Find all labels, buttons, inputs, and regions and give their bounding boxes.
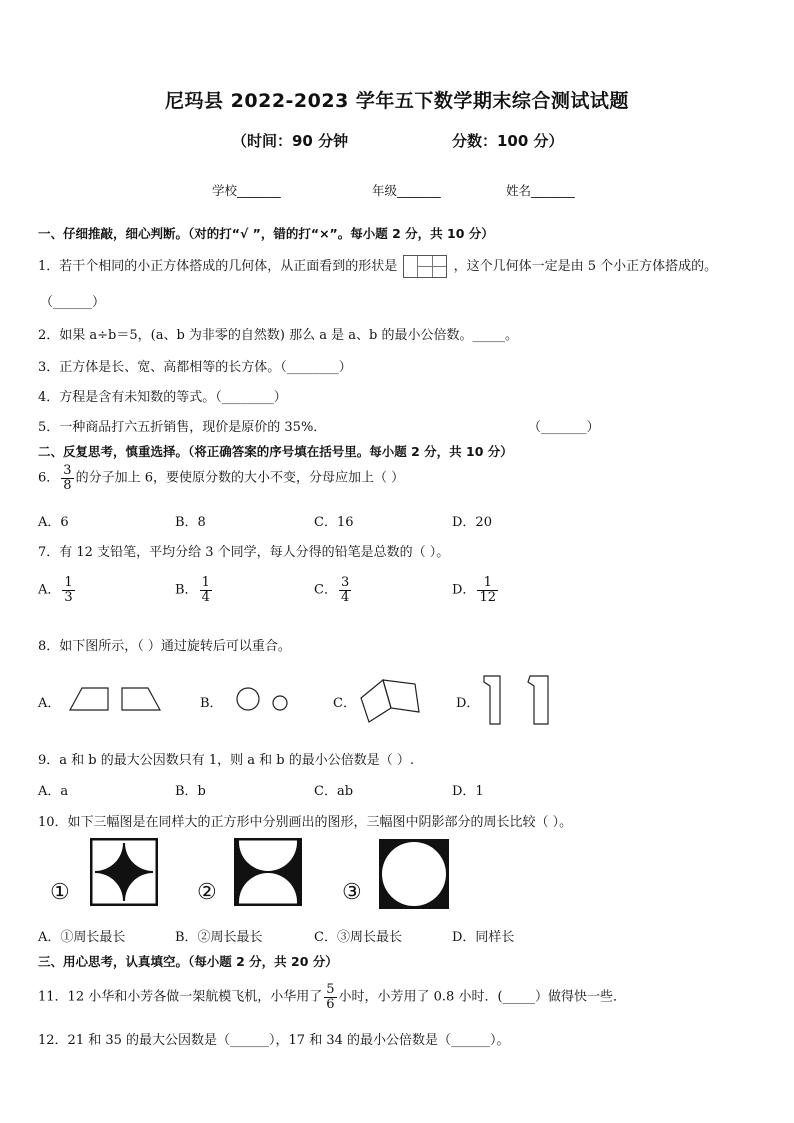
question-4: 4．方程是含有未知数的等式。（________） <box>38 390 287 405</box>
question-1-text-a: 1．若干个相同的小正方体搭成的几何体，从正面看到的形状是 <box>38 259 398 274</box>
q8-option-d[interactable]: D． <box>456 696 480 711</box>
question-7: 7．有 12 支铅笔，平均分给 3 个同学，每人分得的铅笔是总数的（ ）。 <box>38 545 450 560</box>
question-5: 5．一种商品打六五折销售，现价是原价的 35%． <box>38 420 327 435</box>
name-field: 姓名_______ <box>506 183 575 198</box>
question-1-text-b: ，这个几何体一定是由 5 个小正方体搭成的。 <box>453 259 718 274</box>
fraction-3-8: $\frac{3}{8}$ <box>63 463 72 493</box>
q8-option-a[interactable]: A． <box>38 696 61 711</box>
q8-option-b[interactable]: B． <box>200 696 223 711</box>
question-2: 2．如果 a÷b＝5，(a、b 为非零的自然数) 那么 a 是 a、b 的最小公倍数。_____。 <box>38 328 518 343</box>
question-6-text: 的分子加上 6，要使原分数的大小不变，分母应加上（ ） <box>75 470 405 486</box>
question-11 <box>38 983 626 1011</box>
q10-option-d[interactable]: D．同样长 <box>452 930 515 945</box>
q9-option-d[interactable]: D．1 <box>452 784 484 799</box>
section-3-heading: 三、用心思考，认真填空。（每小题 2 分，共 20 分） <box>38 954 338 969</box>
school-field: 学校_______ <box>212 183 281 198</box>
page-title: 尼玛县 2022-2023 学年五下数学期末综合测试试题 <box>165 90 629 112</box>
figure-label-1: ① <box>50 880 70 905</box>
question-6 <box>38 464 404 492</box>
question-1-answer-blank[interactable]: （______） <box>40 295 106 310</box>
question-12: 12．21 和 35 的最大公因数是（______），17 和 34 的最小公倍数是（______）。 <box>38 1033 510 1048</box>
q7-option-d[interactable]: D． $\frac{1}{12}$ <box>452 575 496 605</box>
q8-option-c[interactable]: C． <box>333 696 356 711</box>
question-3: 3．正方体是长、宽、高都相等的长方体。（________） <box>38 360 352 375</box>
q6-option-d[interactable]: D．20 <box>452 515 492 530</box>
q7-option-c[interactable]: C． $\frac{3}{4}$ <box>314 575 350 605</box>
q7-option-b[interactable]: B． $\frac{1}{4}$ <box>175 575 210 605</box>
two-semicircles-figure <box>234 838 302 906</box>
q10-option-a[interactable]: A．①周长最长 <box>38 930 126 945</box>
q9-option-c[interactable]: C．ab <box>314 784 354 799</box>
figure-label-2: ② <box>197 880 217 905</box>
q10-option-c[interactable]: C．③周长最长 <box>314 930 402 945</box>
four-quarter-circles-figure <box>90 838 158 906</box>
question-10: 10．如下三幅图是在同样大的正方形中分别画出的图形，三幅图中阴影部分的周长比较（ ）。 <box>38 815 573 830</box>
q6-option-c[interactable]: C．16 <box>314 515 354 530</box>
kite-pair-figure <box>355 674 425 726</box>
fraction-5-6: $\frac{5}{6}$ <box>326 982 335 1012</box>
section-1-heading: 一、仔细推敲，细心判断。（对的打“√ ”，错的打“×”。每小题 2 分，共 10 分） <box>38 226 494 241</box>
exam-time: （时间：90 分钟 <box>232 132 349 150</box>
question-8: 8．如下图所示，（ ）通过旋转后可以重合。 <box>38 639 291 654</box>
figure-label-3: ③ <box>342 880 362 905</box>
front-view-shape-icon <box>403 255 447 278</box>
inscribed-circle-figure <box>378 838 450 910</box>
exam-score: 分数：100 分） <box>452 132 564 150</box>
q10-option-b[interactable]: B．②周长最长 <box>175 930 263 945</box>
q9-option-b[interactable]: B．b <box>175 784 206 799</box>
grade-field: 年级_______ <box>372 183 441 198</box>
l-shape-pair-figure <box>480 672 555 728</box>
question-6-number: 6． <box>38 470 60 486</box>
section-2-heading: 二、反复思考，慎重选择。（将正确答案的序号填在括号里。每小题 2 分，共 10 分） <box>38 444 513 459</box>
question-5-answer-blank[interactable]: （_______） <box>528 420 600 435</box>
question-1 <box>38 255 717 278</box>
question-11-text-b: 小时，小芳用了 0.8 小时．(_____）做得快一些． <box>338 989 627 1005</box>
question-11-text-a: 11．12 小华和小芳各做一架航模飞机，小华用了 <box>38 989 323 1005</box>
circle-pair-figure <box>228 680 298 716</box>
q9-option-a[interactable]: A．a <box>38 784 69 799</box>
q7-option-a[interactable]: A． $\frac{1}{3}$ <box>38 575 73 605</box>
q6-option-b[interactable]: B．8 <box>175 515 206 530</box>
q6-option-a[interactable]: A．6 <box>38 515 69 530</box>
question-9: 9．a 和 b 的最大公因数只有 1，则 a 和 b 的最小公倍数是（ ）. <box>38 753 415 768</box>
trapezoid-pair-figure <box>60 680 170 716</box>
